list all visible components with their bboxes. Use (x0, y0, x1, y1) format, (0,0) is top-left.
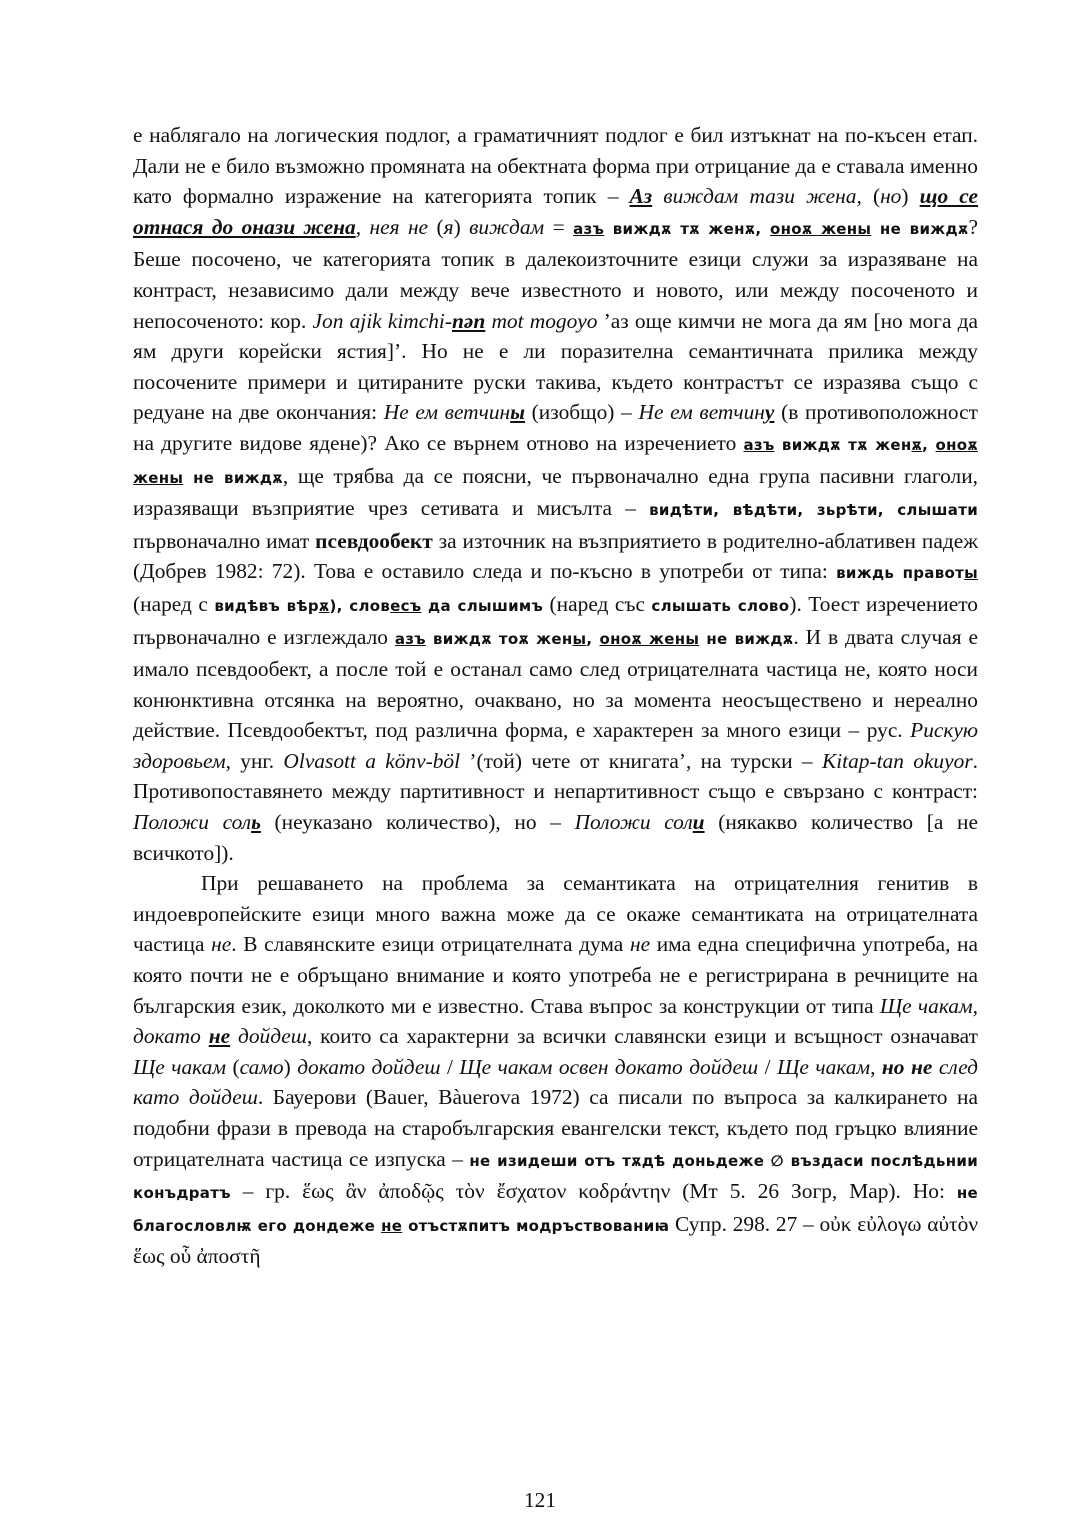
text-run: , унг. (225, 748, 284, 773)
old-bulgarian-text: не благословлѭ его дондеже (133, 1184, 978, 1235)
old-bulgarian-text: не изидеши отъ тѫдѣ доньдеже ∅ въздаси послѣдьнии конъдратъ (133, 1151, 978, 1203)
text-run: виждам (469, 214, 545, 239)
old-bulgarian-text: ы (572, 629, 587, 648)
body-text (133, 120, 978, 1272)
text-run: Не ем ветчин (638, 400, 765, 425)
text-run: / (440, 1054, 460, 1079)
paragraph-2 (133, 868, 978, 1272)
text-run: . Противопоставянето между партитивност и непартитивност също е свързано с контраст: (133, 748, 979, 804)
text-run: . И в двата случая е имало псевдообект, а после той е останал само след отрицателната частица не, която носи конюнктивна отсянка на вероятно, очаквано, но за момента неосъществено и нереално действие. Псевдообектът, под различна форма, е характерен за много езици – рус. (133, 624, 979, 743)
text-run: Положи сол (133, 810, 252, 835)
text-run: дойдеш (230, 1024, 307, 1049)
text-run: и (692, 810, 705, 835)
text-run: за източник на възприятието в родително-аблативен падеж (Добрев 1982: 72). Това е оставило следа и по-късно в употреби от типа: (133, 528, 978, 584)
text-run: не (211, 932, 232, 957)
text-run: (в противоположност на другите видове ядене)? Ако се върнем отново на изречението (133, 400, 978, 455)
text-run: виждам тази жена, (652, 184, 873, 209)
old-bulgarian-text: виждѫ тѫ жен (774, 435, 912, 454)
old-bulgarian-text: видѣти, вѣдѣти, зьрѣти, слышати (649, 501, 979, 520)
paragraph-1 (133, 120, 978, 868)
text-run: , нея не (355, 214, 437, 239)
text-run: Olvasott a könv-böl (283, 748, 461, 773)
text-run: Рискую здоровьем (133, 718, 978, 773)
text-run: Ще чакам (133, 1054, 227, 1079)
text-run: Аз (629, 184, 653, 209)
text-run: ь (251, 810, 261, 835)
text-run: (неуказано количество), но – (260, 810, 575, 835)
text-run: ) (283, 1054, 298, 1079)
text-run: . В славянските езици отрицателната дума (231, 932, 630, 957)
old-bulgarian-text: да слышимъ (421, 596, 544, 615)
text-run: Супр. 298. 27 – οὐκ εὐλογω αὐτὸν ἕως οὗ ἀποστῆ (133, 1211, 979, 1269)
text-run: mot mogoyo (485, 308, 598, 333)
old-bulgarian-text: оноѫ жены (769, 219, 872, 238)
text-run: ы (510, 400, 525, 425)
text-run: Не ем ветчин (383, 400, 511, 425)
old-bulgarian-text: не виждѫ (183, 468, 283, 487)
text-run: ( (226, 1054, 240, 1079)
text-run: (наред с (133, 591, 215, 616)
old-bulgarian-text: , (922, 435, 936, 454)
text-run: Kitap-tan okuyor (821, 748, 973, 773)
text-run: (изобщо) – (524, 400, 639, 425)
old-bulgarian-text: азъ (743, 435, 775, 454)
text-run: , които са характерни за всички славянски езици и всъщност означават (306, 1024, 978, 1049)
old-bulgarian-text: не виждѫ (699, 629, 794, 648)
text-run: Ще чакам освен докато дойдеш (459, 1054, 759, 1079)
text-run: Jon ajik kimchi- (312, 308, 452, 333)
text-run: що се отнася до онази жена (133, 184, 978, 239)
old-bulgarian-text: ы (964, 564, 978, 583)
text-run: първоначално имат (133, 528, 316, 553)
text-run: = (544, 214, 574, 239)
old-bulgarian-text: не виждѫ (871, 219, 969, 238)
text-run: не (208, 1024, 231, 1049)
text-run: ’аз още кимчи не мога да ям [но мога да ям други корейски ястия]’. Но не е ли поразителна семантичната прилика между посочените примери и цитираните руски такива, където контрастът се изразява също с редуане на две окончания: (133, 308, 978, 425)
old-bulgarian-text: оноѫ жены (133, 435, 978, 487)
old-bulgarian-text: ѫ (318, 596, 330, 615)
old-bulgarian-text: не (381, 1216, 403, 1235)
old-bulgarian-text: виждь правот (836, 564, 965, 583)
text-run: ( (436, 214, 444, 239)
old-bulgarian-text: ), слов (329, 596, 391, 615)
text-run: . Бауерови (Bauer, Bàuerova 1972) са писали по въпроса за калкирането на подобни фрази в превода на старобългарския евангелски текст, където под гръцко влияние отрицателната частица се изпуска – (133, 1085, 978, 1171)
old-bulgarian-text: слышать слово (651, 596, 790, 615)
old-bulgarian-text: есъ (390, 596, 422, 615)
text-run: но не (881, 1054, 933, 1079)
text-run: само (239, 1054, 284, 1079)
old-bulgarian-text: , (586, 629, 600, 648)
text-run: я (443, 214, 454, 239)
text-run: у (764, 400, 775, 425)
text-run: Ще чакам, (777, 1054, 882, 1079)
text-run: Положи сол (574, 810, 693, 835)
text-run: – гр. ἕως ἂν ἀποδῷς τὸν ἔσχατον κοδράντην (Мт 5. 26 Зогр, Мар). Но: (230, 1179, 957, 1204)
old-bulgarian-text: ѫ (911, 435, 923, 454)
text-run: не (629, 932, 651, 957)
old-bulgarian-text: оноѫ жены (599, 629, 700, 648)
text-run: ). Тоест изречението първоначално е изглеждало (133, 591, 978, 649)
text-run: ( (872, 184, 881, 209)
old-bulgarian-text: видѣвъ вѣр (214, 596, 319, 615)
old-bulgarian-text: азъ (573, 219, 605, 238)
text-run: (някакво количество [а не всичкото]). (133, 810, 978, 865)
text-run: ) (453, 214, 470, 239)
old-bulgarian-text: виждѫ тоѫ жен (425, 629, 573, 648)
text-run: , ще трябва да се поясни, че първоначално една група пасивни глаголи, изразяващи възприятие чрез сетивата и мисълта – (133, 463, 978, 521)
text-run: псевдообект (315, 528, 433, 553)
old-bulgarian-text: отъстѫпитъ модръствованиꙗ (402, 1216, 670, 1235)
text-run: ’(той) чете от книгата’, на турски – (460, 748, 822, 773)
text-run: При решаването на проблема за семантиката на отрицателния генитив в индоевропейските езици много важна може да се окаже семантиката на отрицателната частица (133, 871, 978, 957)
text-run: ? Беше посочено, че категорията топик в далекоизточните езици служи за изразяване на контраст, независимо дали между вече известното и новото, или между посоченото и непосоченото: кор. (133, 214, 979, 333)
text-run: е наблягало на логическия подлог, а граматичният подлог е бил изтъкнат на по-късен етап. Дали не е било възможно промяната на обектната форма при отрицание да е ставала именно като формално изражение на категорията топик – (133, 123, 978, 209)
text-run: но (880, 184, 902, 209)
old-bulgarian-text: азъ (394, 629, 426, 648)
page-number: 121 (523, 1488, 557, 1512)
old-bulgarian-text: виждѫ тѫ женѫ, (604, 219, 770, 238)
text-run: (наред със (543, 591, 652, 616)
text-run: след като дойдеш (133, 1054, 978, 1110)
text-run: ) (901, 184, 920, 209)
text-run: има една специфична употреба, на която почти не е обръщано внимание и която употреба не е регистрирана в речниците на българския език, доколкото ми е известно. Става въпрос за конструкции от типа (133, 932, 978, 1018)
text-run: докато дойдеш (297, 1054, 441, 1079)
text-run: nən (451, 308, 486, 333)
text-run: Ще чакам, докато (133, 993, 978, 1049)
text-run: / (758, 1054, 778, 1079)
